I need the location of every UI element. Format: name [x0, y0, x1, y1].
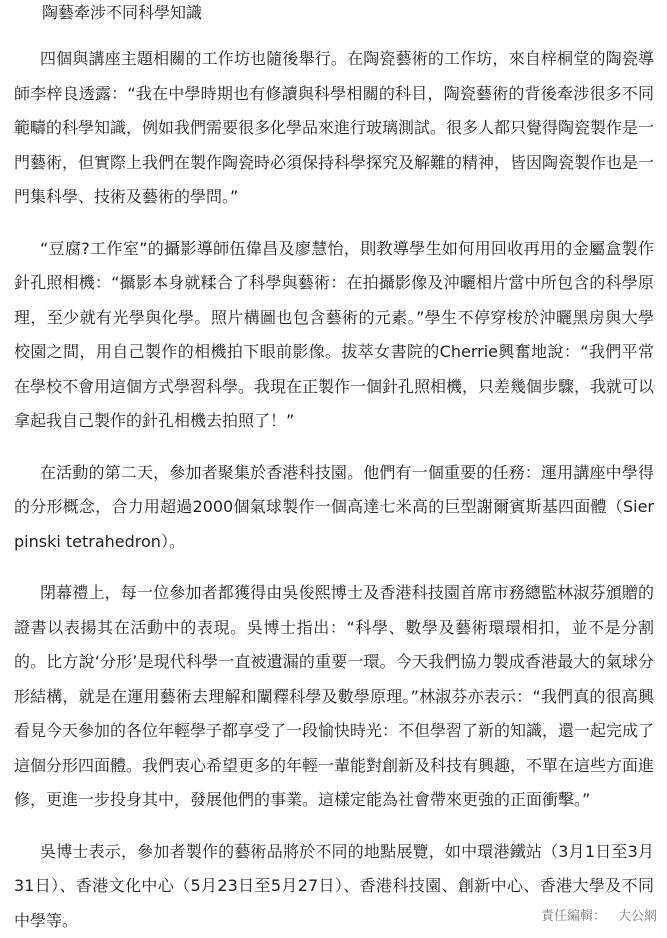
paragraph-closing-ceremony: 閉幕禮上，每一位參加者都獲得由吳俊熙博士及香港科技園首席市務總監林淑芬頒贈的證書以表揚其在活動中的表現。吳博士指出：“科學、數學及藝術環環相扣，並不是分割的。比方說‘分形’是現代科學一直被遺漏的重要一環。今天我們協力製成香港最大的氣球分形結構，就是在運用藝術去理解和闡釋科學及數學原理。”林淑芬亦表示：“我們真的很高興看見今天參加的各位年輕學子都享受了一段愉快時光：不但學習了新的知識，還一起完成了這個分形四面體。我們衷心希望更多的年輕一輩能對創新及科技有興趣，不單在這些方面進修，更進一步投身其中，發展他們的事業。這樣定能為社會帶來更強的正面衝擊。” — [14, 576, 654, 818]
paragraph-spacer — [14, 559, 654, 576]
paragraph-second-day: 在活動的第二天，參加者聚集於香港科技園。他們有一個重要的任務：運用講座中學得的分形概念，合力用超過2000個氣球製作一個高達七米高的巨型謝爾賓斯基四面體（Sierpinski tetrahedron）。 — [14, 456, 654, 560]
editor-credit — [541, 905, 657, 924]
paragraph-pinhole-camera: “豆腐?工作室”的攝影導師伍偉昌及廖慧怡，則教導學生如何用回收再用的金屬盒製作針孔照相機：“攝影本身就糅合了科學與藝術：在拍攝影像及沖曬相片當中所包含的科學原理，至少就有光學與化學。照片構圖也包含藝術的元素。”學生不停穿梭於沖曬黑房與大學校園之間，用自己製作的相機拍下眼前影像。拔萃女書院的Cherrie興奮地說：“我們平常在學校不會用這個方式學習科學。我現在正製作一個針孔照相機，只差幾個步驟，我就可以拿起我自己製作的針孔相機去拍照了！” — [14, 232, 654, 439]
article-body — [14, 0, 654, 938]
paragraph-spacer — [14, 439, 654, 456]
paragraph-spacer — [14, 215, 654, 232]
editor-name: 大公網 — [618, 909, 657, 924]
editor-label: 責任編輯： — [541, 909, 606, 924]
paragraph-ceramics-workshop: 四個與講座主題相關的工作坊也隨後舉行。在陶瓷藝術的工作坊，來自梓桐堂的陶瓷導師李梓良透露：“我在中學時期也有修讀與科學相關的科目，陶瓷藝術的背後牽涉很多不同範疇的科學知識，例如我們需要很多化學品來進行玻璃測試。很多人都只覺得陶瓷製作是一門藝術，但實際上我們在製作陶瓷時必須保持科學探究及解難的精神，皆因陶瓷製作也是一門集科學、技術及藝術的學問。” — [14, 42, 654, 215]
section-subheading: 陶藝牽涉不同科學知識 — [14, 0, 654, 26]
paragraph-spacer — [14, 818, 654, 835]
paragraph-exhibition: 吳博士表示，參加者製作的藝術品將於不同的地點展覽，如中環港鐵站（3月1日至3月31日）、香港文化中心（5月23日至5月27日）、香港科技園、創新中心、香港大學及不同中學等。 — [14, 835, 654, 938]
